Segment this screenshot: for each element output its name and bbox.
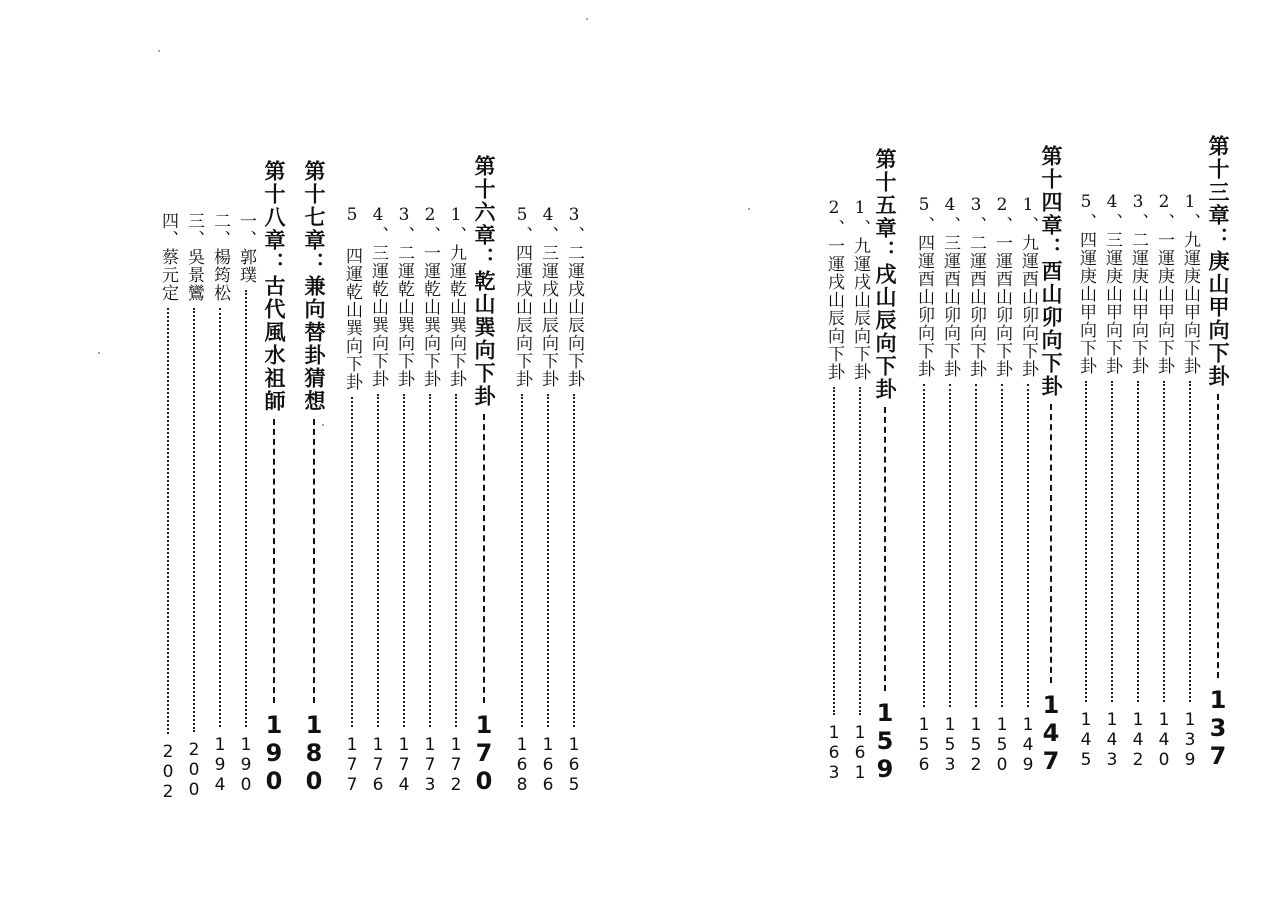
toc-entry	[207, 212, 233, 795]
toc-entry-title: 5 四運乾山巽向下卦	[342, 205, 362, 391]
dot-leader	[1163, 381, 1165, 702]
dot-leader	[245, 290, 247, 727]
dot-leader	[167, 308, 169, 734]
toc-entry-page: 172	[446, 735, 466, 795]
toc-entry-page: 200	[184, 740, 204, 800]
toc-entry-title: 一、郭璞	[236, 212, 256, 284]
toc-entry-page: 163	[824, 723, 844, 783]
dot-leader	[455, 394, 457, 727]
chapter-title: 第十四章：酉山卯向下卦	[1039, 145, 1064, 398]
scan-speck	[748, 208, 750, 210]
dot-leader	[1137, 381, 1139, 702]
toc-entry-title: 2、一運酉山卯向下卦	[992, 195, 1012, 378]
toc-entry-page: 173	[420, 735, 440, 795]
toc-entry	[339, 205, 365, 795]
toc-entry-title: 1、九運戌山辰向下卦	[850, 198, 870, 381]
chapter-heading	[1038, 145, 1064, 775]
dot-leader	[833, 387, 835, 715]
toc-entry-title: 三、吳景鸞	[184, 212, 204, 302]
chapter-title: 第十八章：古代風水祖師	[262, 160, 287, 413]
dash-leader	[313, 419, 315, 703]
dash-leader	[483, 414, 485, 703]
toc-entry	[443, 205, 469, 795]
dot-leader	[547, 394, 549, 727]
dot-leader	[923, 384, 925, 707]
toc-entry	[365, 205, 391, 795]
toc-entry-page: 156	[914, 715, 934, 775]
dot-leader	[377, 394, 379, 727]
toc-entry-page: 166	[538, 735, 558, 795]
chapter-title: 第十三章：庚山甲向下卦	[1206, 135, 1231, 388]
toc-entry-title: 1、九運乾山巽向下卦	[446, 205, 466, 388]
chapter-heading	[301, 160, 327, 795]
toc-entry-title: 2、一運乾山巽向下卦	[420, 205, 440, 388]
toc-entry-page: 202	[158, 742, 178, 802]
dot-leader	[351, 397, 353, 727]
dot-leader	[1085, 381, 1087, 702]
scan-speck	[322, 424, 324, 426]
dash-leader	[884, 407, 886, 691]
toc-entry	[937, 195, 963, 775]
dot-leader	[219, 308, 221, 727]
dot-leader	[1001, 384, 1003, 707]
toc-entry-title: 3、二運戌山辰向下卦	[564, 205, 584, 388]
toc-entry-page: 174	[394, 735, 414, 795]
toc-entry-page: 145	[1076, 710, 1096, 770]
dot-leader	[429, 394, 431, 727]
dot-leader	[573, 394, 575, 727]
toc-entry	[989, 195, 1015, 775]
toc-entry-page: 143	[1102, 710, 1122, 770]
toc-entry-page: 142	[1128, 710, 1148, 770]
toc-entry-title: 5、四運戌山辰向下卦	[512, 205, 532, 388]
toc-entry	[847, 198, 873, 783]
scan-speck	[158, 50, 160, 52]
dot-leader	[403, 394, 405, 727]
toc-entry-page: 168	[512, 735, 532, 795]
scan-speck	[586, 18, 588, 20]
toc-entry	[561, 205, 587, 795]
toc-entry-page: 165	[564, 735, 584, 795]
toc-entry-page: 150	[992, 715, 1012, 775]
dot-leader	[975, 384, 977, 707]
toc-entry-title: 3、二運庚山甲向下卦	[1128, 192, 1148, 375]
chapter-page: 170	[470, 711, 498, 795]
toc-entry-title: 2、一運庚山甲向下卦	[1154, 192, 1174, 375]
toc-entry-title: 4、三運酉山卯向下卦	[940, 195, 960, 378]
toc-entry	[963, 195, 989, 775]
dot-leader	[949, 384, 951, 707]
dot-leader	[1189, 381, 1191, 702]
dot-leader	[521, 394, 523, 727]
toc-entry-page: 139	[1180, 710, 1200, 770]
toc-entry-page: 149	[1018, 715, 1038, 775]
toc-entry	[1151, 192, 1177, 770]
chapter-title: 第十五章：戌山辰向下卦	[873, 148, 898, 401]
toc-entry	[535, 205, 561, 795]
toc-entry	[1073, 192, 1099, 770]
chapter-page: 137	[1204, 686, 1232, 770]
chapter-page: 147	[1037, 691, 1065, 775]
toc-entry-page: 140	[1154, 710, 1174, 770]
toc-entry	[911, 195, 937, 775]
chapter-page: 190	[260, 711, 288, 795]
toc-entry-page: 152	[966, 715, 986, 775]
chapter-page: 159	[871, 699, 899, 783]
toc-entry	[233, 212, 259, 795]
toc-entry-title: 5、四運酉山卯向下卦	[914, 195, 934, 378]
toc-entry	[1177, 192, 1203, 770]
chapter-heading	[471, 155, 497, 795]
toc-entry-page: 176	[368, 735, 388, 795]
chapter-heading	[261, 160, 287, 795]
chapter-heading	[1205, 135, 1231, 770]
chapter-page: 180	[300, 711, 328, 795]
toc-entry	[391, 205, 417, 795]
toc-entry	[155, 212, 181, 802]
dash-leader	[273, 419, 275, 703]
dot-leader	[193, 308, 195, 732]
dot-leader	[859, 387, 861, 715]
toc-entry-title: 1、九運酉山卯向下卦	[1018, 195, 1038, 378]
toc-entry-title: 1、九運庚山甲向下卦	[1180, 192, 1200, 375]
chapter-heading	[872, 148, 898, 783]
scan-speck	[98, 352, 100, 354]
toc-entry	[1125, 192, 1151, 770]
toc-entry-page: 194	[210, 735, 230, 795]
dot-leader	[1111, 381, 1113, 702]
toc-entry-title: 3、二運乾山巽向下卦	[394, 205, 414, 388]
dash-leader	[1217, 394, 1219, 678]
toc-entry	[509, 205, 535, 795]
toc-entry-title: 4、三運乾山巽向下卦	[368, 205, 388, 388]
toc-entry-title: 二、楊筠松	[210, 212, 230, 302]
toc-entry-title: 5、四運庚山甲向下卦	[1076, 192, 1096, 375]
right-page	[640, 0, 1280, 904]
toc-entry-title: 3、二運酉山卯向下卦	[966, 195, 986, 378]
toc-entry	[1099, 192, 1125, 770]
toc-entry	[181, 212, 207, 800]
toc-entry-page: 161	[850, 723, 870, 783]
toc-entry-title: 4、三運戌山辰向下卦	[538, 205, 558, 388]
toc-entry-page: 153	[940, 715, 960, 775]
toc-entry-title: 2、一運戌山辰向下卦	[824, 198, 844, 381]
toc-entry-title: 4、三運庚山甲向下卦	[1102, 192, 1122, 375]
toc-entry-title: 四、蔡元定	[158, 212, 178, 302]
dot-leader	[1027, 384, 1029, 707]
toc-entry-page: 190	[236, 735, 256, 795]
toc-entry	[821, 198, 847, 783]
toc-entry	[1015, 195, 1041, 775]
chapter-title: 第十七章：兼向替卦猜想	[302, 160, 327, 413]
toc-entry	[417, 205, 443, 795]
chapter-title: 第十六章：乾山巽向下卦	[472, 155, 497, 408]
dash-leader	[1050, 404, 1052, 683]
toc-entry-page: 177	[342, 735, 362, 795]
